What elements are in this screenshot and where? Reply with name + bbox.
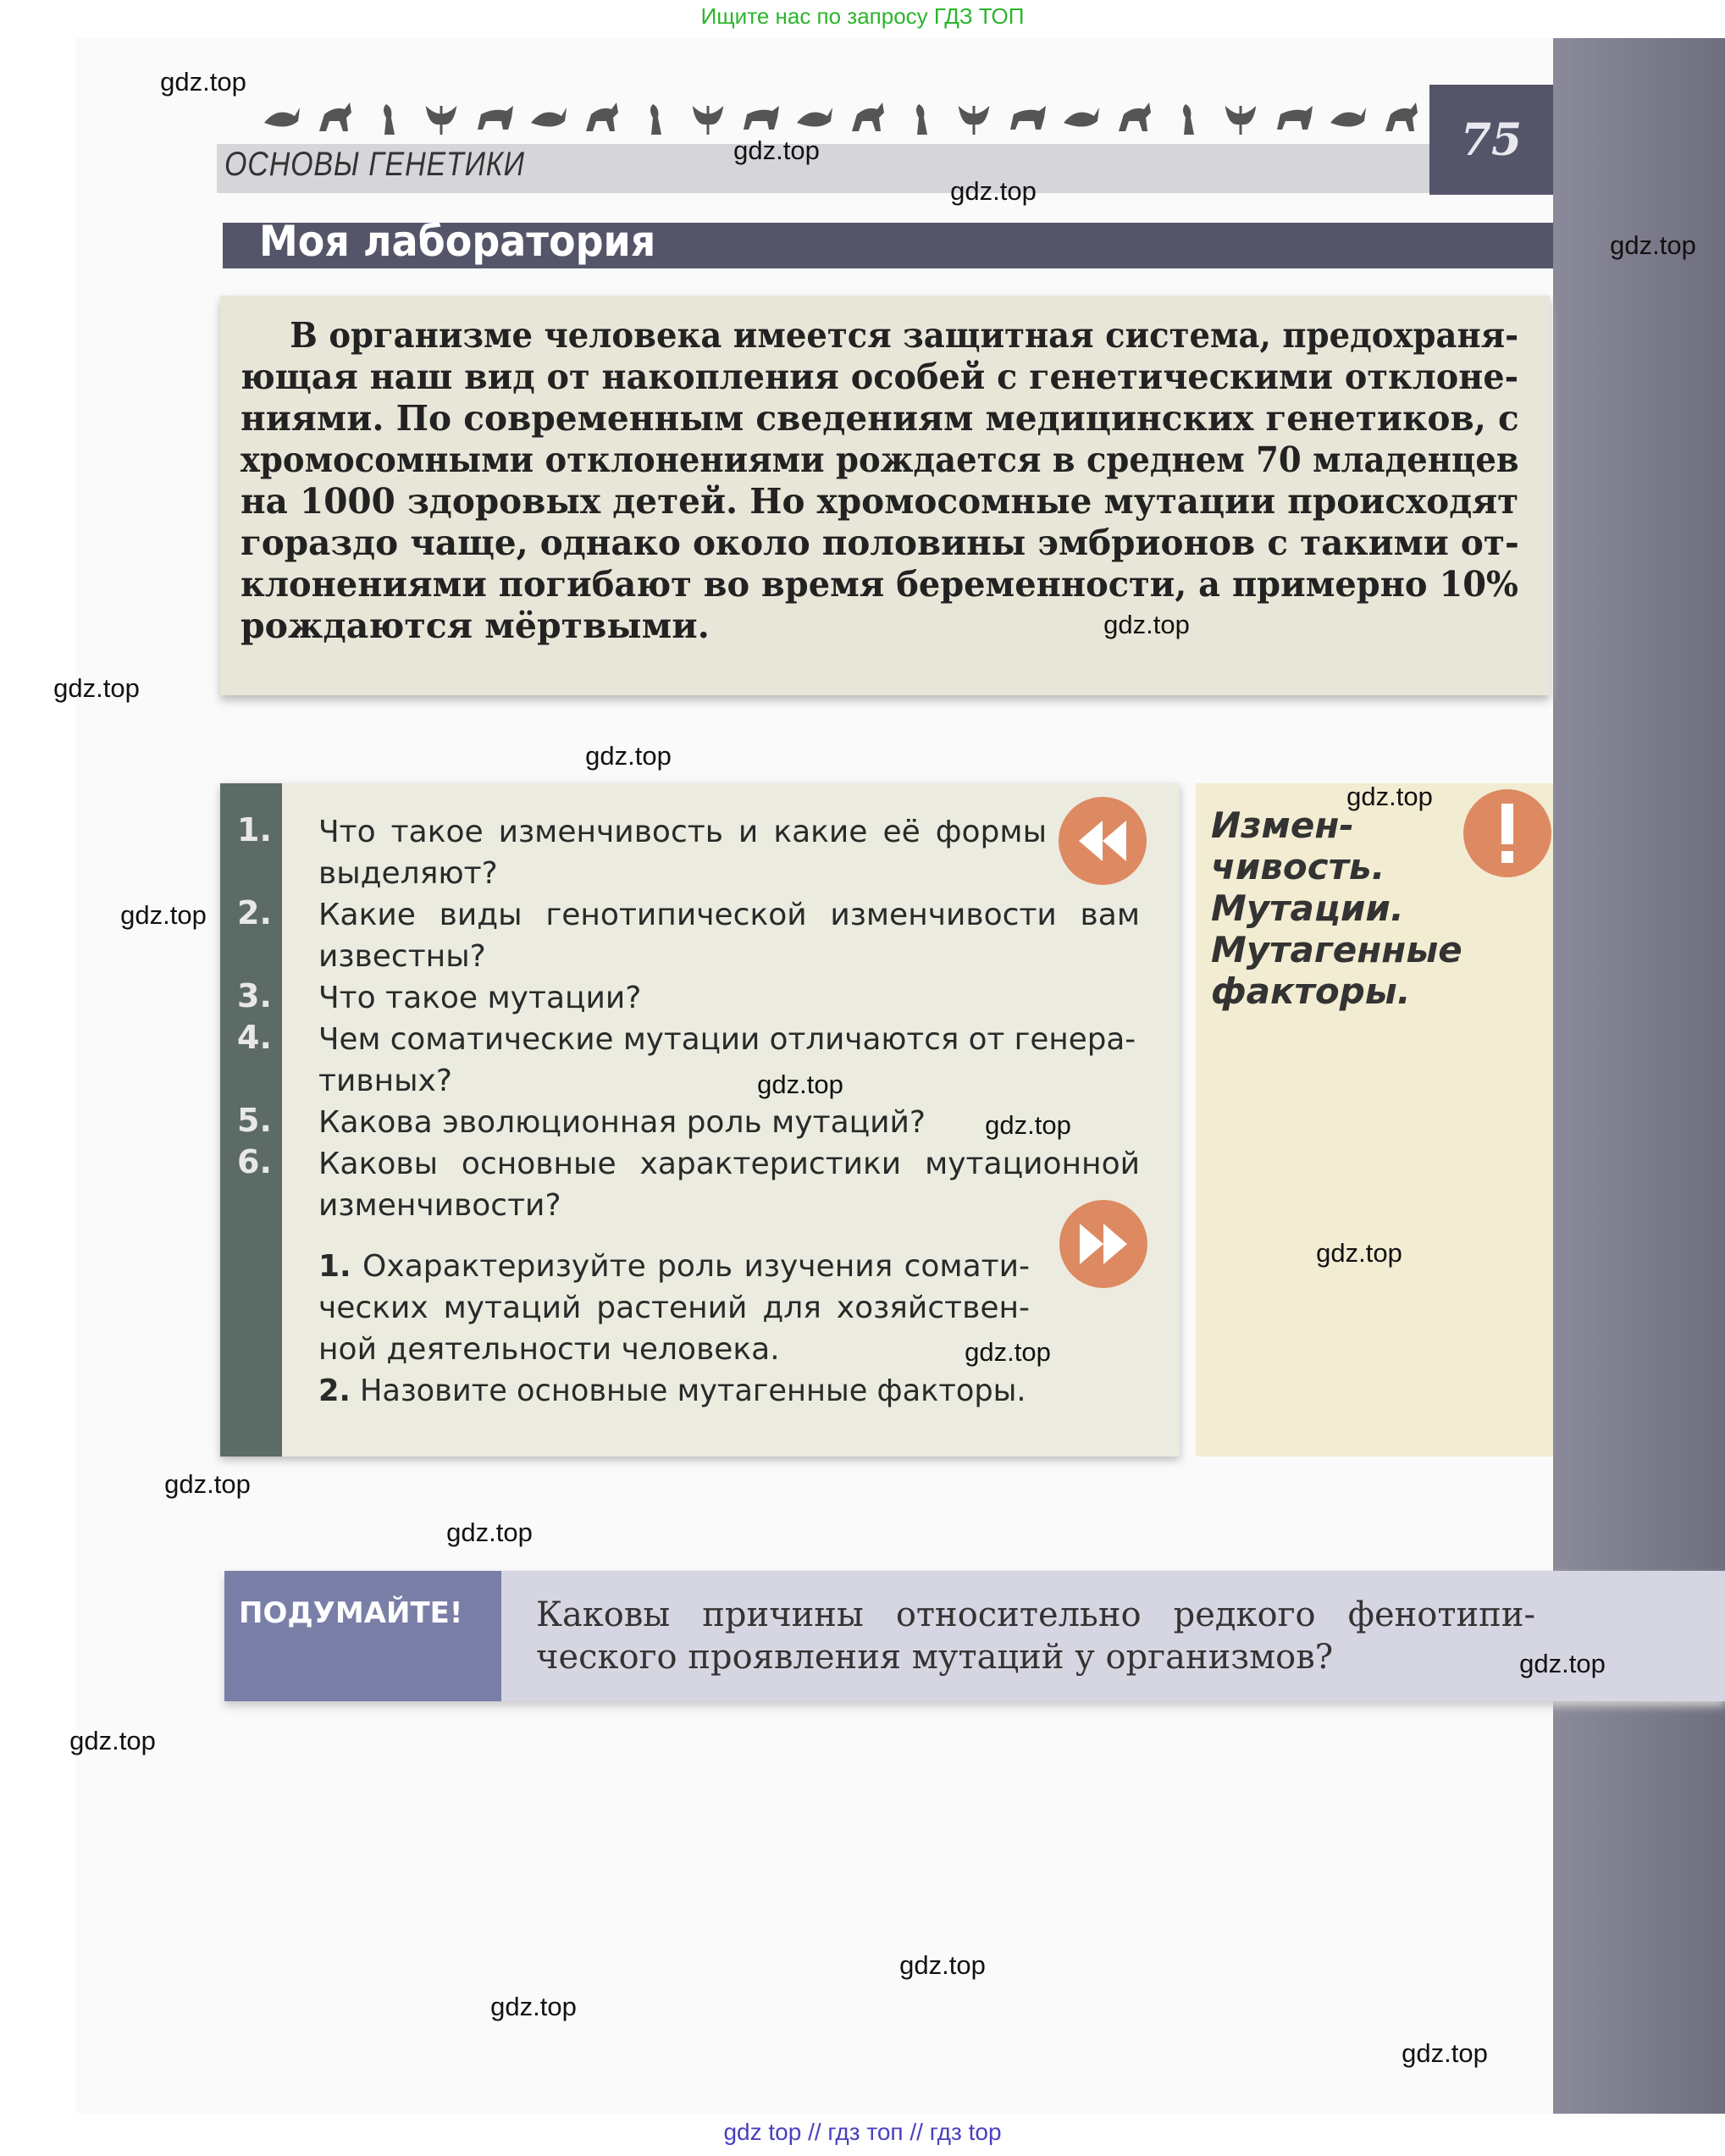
animal-silhouette-icon [261,97,301,136]
question-line: Какие виды генотипической изменчивости вам [318,898,1140,932]
question-line: изменчивости? [318,1188,561,1223]
watermark: gdz.top [120,900,207,930]
lab-line: рождаются мёртвыми. [241,605,710,646]
question-number: 6. [237,1143,272,1180]
watermark: gdz.top [53,673,140,703]
question-number: 2. [237,894,272,932]
watermark: gdz.top [1316,1238,1402,1268]
lab-line: хромосомными отклонениями рождается в среднем 70 младенцев [241,439,1519,480]
question-1 [318,811,1047,894]
watermark: gdz.top [733,135,820,165]
task-line: ческих мутаций растений для хозяйствен- [318,1291,1030,1325]
animal-silhouette-icon [1327,97,1368,136]
animal-silhouette-icon [1060,97,1101,136]
question-line: Что такое изменчивость и какие её формы [318,815,1047,849]
lab-title: Моя лаборатория [259,217,656,266]
top-banner[interactable]: Ищите нас по запросу ГДЗ ТОП [700,3,1025,29]
animal-silhouette-icon [1114,97,1154,136]
animal-silhouette-icon [528,97,568,136]
animal-silhouette-icon [581,97,622,136]
animal-silhouette-icon [634,97,675,136]
question-4 [318,1019,1140,1102]
animal-silhouette-icon [368,97,408,136]
watermark: gdz.top [490,1992,577,2021]
lab-line: ющая наш вид от накопления особей с генетическими отклоне- [241,357,1519,397]
lab-line: В организме человека имеется защитная система, предохраня- [290,315,1519,356]
watermark: gdz.top [757,1070,843,1099]
watermark: gdz.top [164,1469,251,1499]
animal-silhouette-icon [740,97,781,136]
rewind-icon [1059,797,1147,885]
question-line: Что такое мутации? [318,981,642,1015]
page-number: 75 [1429,85,1553,195]
think-line: ческого проявления мутаций у организмов? [536,1638,1334,1677]
lab-text [241,315,1525,647]
watermark: gdz.top [1402,2038,1488,2068]
watermark: gdz.top [446,1517,533,1547]
animal-silhouette-icon [1274,97,1314,136]
animal-silhouette-icon [474,97,515,136]
lab-line: клонениями погибают во время беременности, а примерно 10% [241,564,1518,605]
key-term-line: факторы. [1211,970,1411,1012]
question-line: Чем соматические мутации отличаются от генера- [318,1022,1136,1057]
task-line [318,1370,1026,1412]
lab-line: гораздо чаще, однако около половины эмбрионов с такими от- [241,522,1519,563]
watermark: gdz.top [1346,782,1433,811]
lab-line: ниями. По современным сведениям медицинских генетиков, с [241,398,1519,439]
question-line: Какова эволюционная роль мутаций? [318,1105,926,1140]
task-text: Назовите основные мутагенные факторы. [360,1374,1026,1408]
question-number: 3. [237,977,272,1014]
animal-silhouette-icon [1220,97,1261,136]
animal-silhouette-icon [1380,97,1421,136]
animal-silhouette-icon [847,97,887,136]
question-line: Каковы основные характеристики мутационной [318,1147,1140,1181]
watermark: gdz.top [985,1110,1071,1140]
question-3 [318,977,1140,1019]
question-line: известны? [318,939,486,974]
watermark: gdz.top [1519,1649,1606,1678]
key-term-line: Мутагенные [1211,929,1462,970]
think-line: Каковы причины относительно редкого фенотипи- [536,1595,1535,1634]
watermark: gdz.top [965,1337,1051,1367]
lab-line: на 1000 здоровых детей. Но хромосомные мутации происходят [241,481,1519,522]
question-line: выделяют? [318,856,498,891]
question-line: тивных? [318,1064,452,1098]
question-6 [318,1143,1140,1226]
key-term-line: Измен- [1211,804,1354,846]
animal-silhouette-icon [1007,97,1048,136]
section-title: ОСНОВЫ ГЕНЕТИКИ [224,146,525,183]
animal-silhouette-icon [900,97,941,136]
animal-silhouette-icon [793,97,834,136]
animal-silhouette-icon [314,97,355,136]
key-term-line: Мутации. [1211,887,1404,929]
watermark: gdz.top [1610,230,1696,260]
think-label: ПОДУМАЙТЕ! [239,1596,463,1630]
animal-silhouette-icon [688,97,728,136]
watermark: gdz.top [160,67,246,97]
watermark: gdz.top [899,1950,986,1980]
task-number: 2. [318,1374,351,1408]
animal-silhouettes-strip [261,95,1421,139]
watermark: gdz.top [585,741,672,771]
key-term-line: чивость. [1211,846,1385,887]
animal-silhouette-icon [1167,97,1208,136]
question-2 [318,894,1140,977]
task-1 [318,1246,1030,1412]
question-number: 4. [237,1019,272,1056]
task-line: ной деятельности человека. [318,1332,780,1367]
exclamation-icon [1463,789,1551,877]
question-number: 1. [237,811,272,849]
key-terms [1211,804,1462,1012]
animal-silhouette-icon [954,97,994,136]
question-number: 5. [237,1102,272,1139]
watermark: gdz.top [950,176,1037,206]
task-line [318,1246,1030,1287]
task-text: Охарактеризуйте роль изучения сомати- [362,1249,1030,1284]
think-label-box [224,1571,501,1701]
page-edge-band [1553,38,1725,2114]
watermark: gdz.top [69,1726,156,1755]
think-question [536,1594,1535,1678]
watermark: gdz.top [1103,610,1190,639]
bottom-banner[interactable]: gdz top // гдз топ // гдз top [723,2119,1002,2145]
animal-silhouette-icon [421,97,462,136]
task-number: 1. [318,1249,351,1284]
faded-background-area [220,1778,1550,1998]
